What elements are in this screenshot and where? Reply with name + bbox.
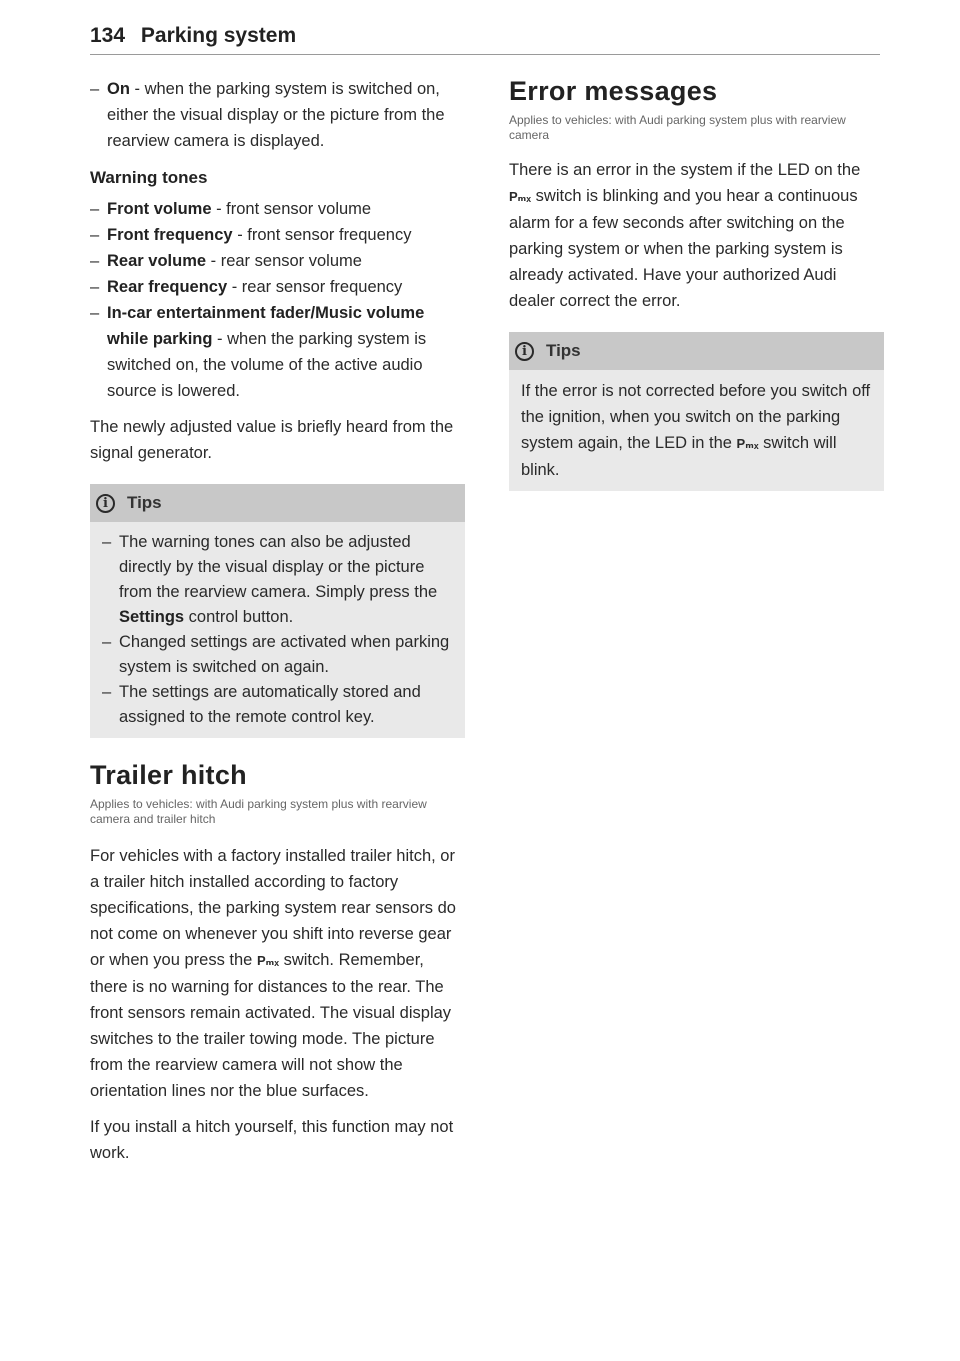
applies-note: Applies to vehicles: with Audi parking system plus with rearview camera and trailer hitch	[90, 797, 427, 826]
item-label: On	[107, 80, 130, 98]
list-item	[90, 222, 465, 248]
dash: –	[102, 683, 112, 701]
tip-text: Changed settings are activated when parking system is switched on again.	[119, 633, 450, 676]
item-text: - rear sensor frequency	[227, 278, 403, 296]
trailer-paragraph	[90, 843, 465, 1104]
tip-text: The warning tones can also be adjusted directly by the visual display or the picture from the rearview camera. Simply press the	[119, 533, 438, 601]
page-header	[90, 24, 880, 55]
trailer-hitch-heading: Trailer hitch	[90, 760, 247, 790]
info-icon: i	[96, 494, 115, 513]
dash: –	[90, 80, 100, 98]
tip-item	[102, 630, 453, 680]
item-label: Front frequency	[107, 226, 233, 244]
applies-note: Applies to vehicles: with Audi parking system plus with rearview camera	[509, 113, 846, 142]
tip-item	[102, 680, 453, 730]
parking-aid-symbol: Pₘₓ	[509, 189, 532, 204]
dash: –	[90, 200, 100, 218]
list-item	[90, 196, 465, 222]
item-label: In-car entertainment fader/Music volume while parking	[107, 304, 425, 348]
list-item	[90, 300, 465, 404]
paragraph-text: switch is blinking and you hear a continuous alarm for a few seconds after switching on the parking system or when the parking system is already activated. Have your authorized Audi dealer correct the error.	[509, 187, 858, 310]
dash: –	[90, 278, 100, 296]
item-label: Rear frequency	[107, 278, 228, 296]
info-icon: i	[515, 342, 534, 361]
item-text: - when the parking system is switched on, the volume of the active audio source is lowered.	[107, 330, 427, 400]
tips-header	[90, 484, 465, 522]
on-item	[90, 76, 465, 154]
list-item	[90, 274, 465, 300]
dash: –	[102, 533, 112, 551]
parking-aid-symbol: Pₘₓ	[256, 953, 279, 968]
tips-header	[509, 332, 884, 370]
tips-body	[509, 370, 884, 491]
item-label: Rear volume	[107, 252, 207, 270]
item-label: Front volume	[107, 200, 212, 218]
tip-text: The settings are automatically stored and assigned to the remote control key.	[119, 683, 421, 726]
tips-title: Tips	[127, 493, 162, 512]
item-text: - front sensor frequency	[232, 226, 412, 244]
paragraph-text: For vehicles with a factory installed trailer hitch, or a trailer hitch installed according to factory specifications, the parking system rear sensors do not come on whenever you shift into reverse gear or when you press the	[90, 847, 456, 969]
item-text: - when the parking system is switched on, either the visual display or the picture from the rearview camera is displayed.	[107, 80, 445, 150]
settings-label: Settings	[119, 608, 185, 626]
left-column	[90, 76, 465, 1166]
right-column	[509, 76, 884, 491]
adjusted-value-paragraph: The newly adjusted value is briefly heard from the signal generator.	[90, 418, 454, 462]
parking-aid-symbol: Pₘₓ	[736, 436, 759, 451]
paragraph-text: There is an error in the system if the LED on the	[509, 161, 861, 179]
error-paragraph	[509, 157, 884, 314]
paragraph-text: switch. Remember, there is no warning for distances to the rear. The front sensors remain activated. The visual display switches to the trailer towing mode. The picture from the rearview camera will not show the orientation lines nor the blue surfaces.	[90, 951, 452, 1100]
tips-body	[90, 522, 465, 738]
dash: –	[90, 252, 100, 270]
tips-title: Tips	[546, 341, 581, 360]
paragraph-text: If the error is not corrected before you switch off the ignition, when you switch on the parking system again, the LED in the	[521, 382, 871, 452]
section-title: Parking system	[140, 24, 297, 47]
tip-text	[521, 378, 872, 483]
dash: –	[102, 633, 112, 651]
dash: –	[90, 304, 100, 322]
warning-tones-heading: Warning tones	[90, 168, 208, 187]
item-text: - front sensor volume	[211, 200, 372, 218]
trailer-hitch-section	[90, 760, 465, 1166]
install-note-paragraph: If you install a hitch yourself, this function may not work.	[90, 1118, 454, 1162]
page-number: 134	[90, 24, 126, 47]
item-text: - rear sensor volume	[206, 252, 362, 270]
tips-box	[90, 484, 465, 738]
tips-box	[509, 332, 884, 491]
tip-text: control button.	[184, 608, 294, 626]
list-item	[90, 248, 465, 274]
error-messages-heading: Error messages	[509, 76, 718, 106]
paragraph-text: switch will blink.	[521, 434, 837, 479]
dash: –	[90, 226, 100, 244]
tip-item	[102, 530, 453, 630]
